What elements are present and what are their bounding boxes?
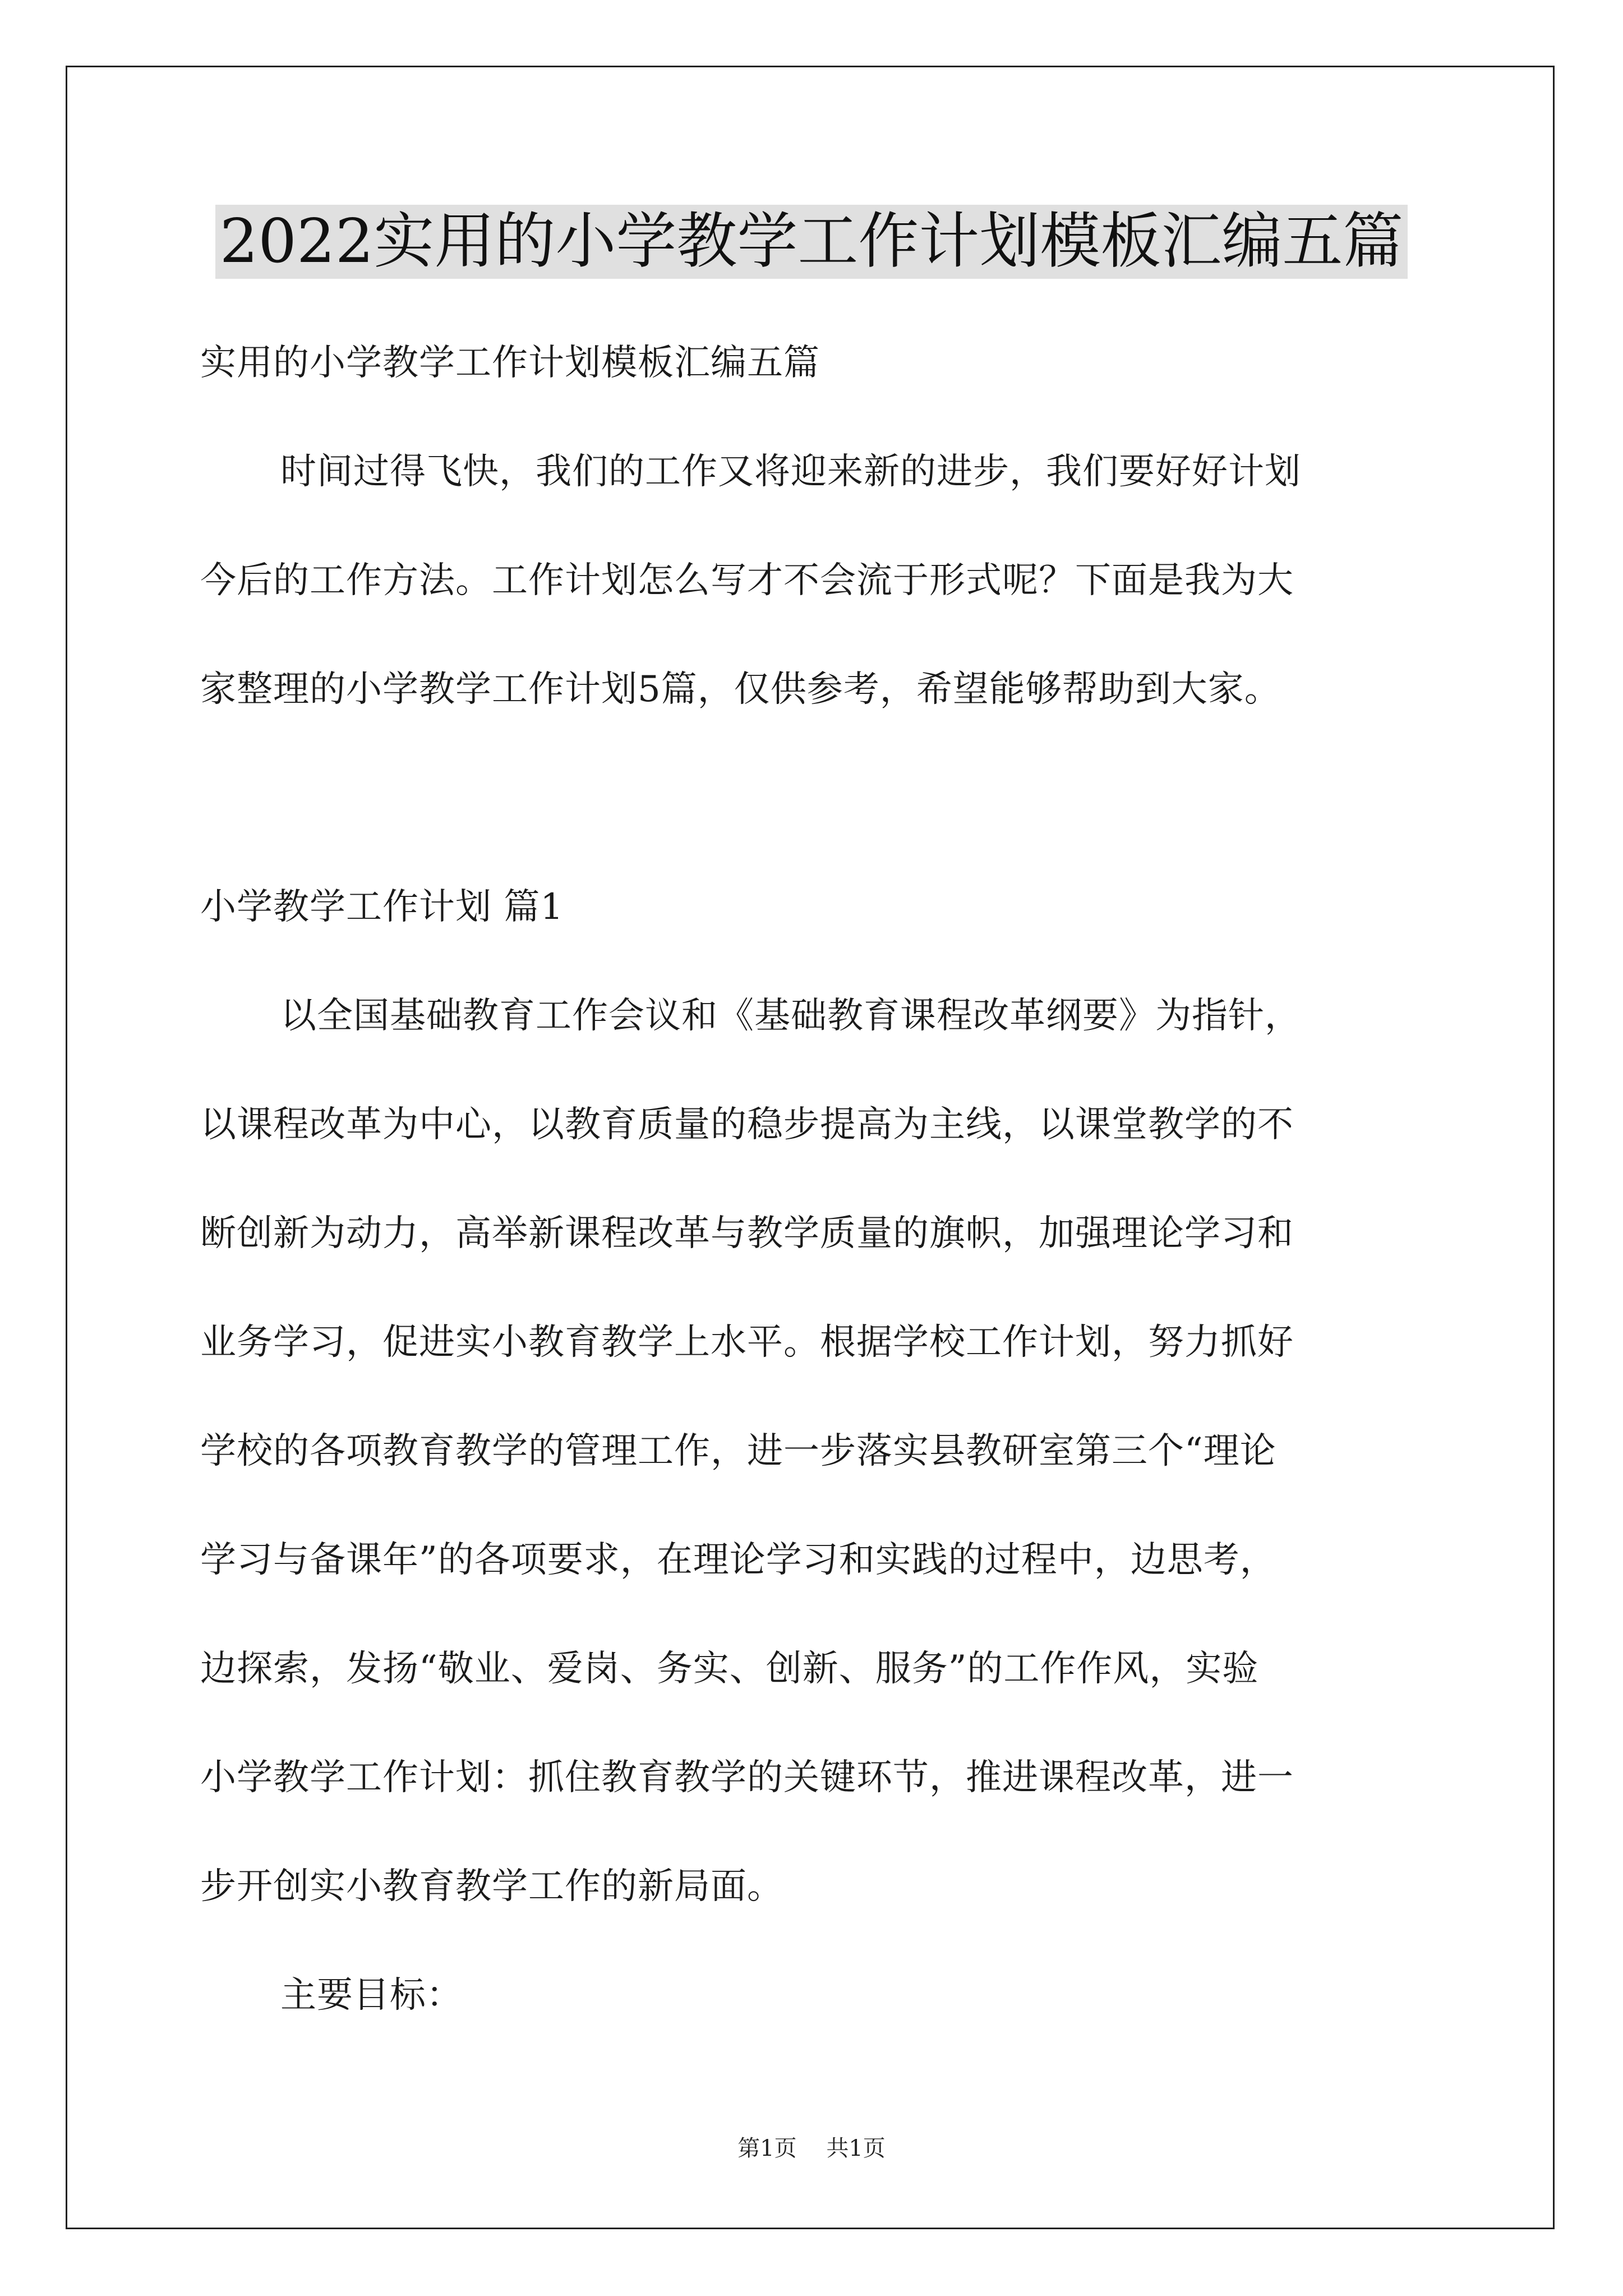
section-line: 业务学习，促进实小教育教学上水平。根据学校工作计划，努力抓好: [200, 1322, 1294, 1363]
intro-line: 今后的工作方法。工作计划怎么写才不会流于形式呢？下面是我为大: [200, 560, 1294, 601]
section-line: 边探索，发扬“敬业、爱岗、务实、创新、服务”的工作作风，实验: [200, 1648, 1259, 1690]
title-container: [0, 205, 1623, 279]
section-line: 以全国基础教育工作会议和《基础教育课程改革纲要》为指针，: [280, 995, 1301, 1037]
document-subtitle: 实用的小学教学工作计划模板汇编五篇: [200, 342, 820, 384]
section-line: 学习与备课年”的各项要求，在理论学习和实践的过程中，边思考，: [200, 1539, 1276, 1581]
intro-line: 家整理的小学教学工作计划5篇，仅供参考，希望能够帮助到大家。: [200, 669, 1281, 710]
document-body: [200, 309, 1437, 2050]
document-title: 2022实用的小学教学工作计划模板汇编五篇: [215, 205, 1408, 279]
section-heading: 小学教学工作计划 篇1: [200, 886, 564, 928]
section-line: 步开创实小教育教学工作的新局面。: [200, 1866, 783, 1907]
page-number-current: 第1页: [737, 2136, 797, 2161]
page-number-total: 共1页: [826, 2136, 886, 2161]
section-line: 小学教学工作计划：抓住教育教学的关键环节，推进课程改革，进一: [200, 1757, 1294, 1798]
goals-label: 主要目标：: [280, 1975, 463, 2016]
section-line: 断创新为动力，高举新课程改革与教学质量的旗帜，加强理论学习和: [200, 1213, 1294, 1254]
paragraph-gap: [200, 744, 1437, 853]
intro-line: 时间过得飞快，我们的工作又将迎来新的进步，我们要好好计划: [280, 451, 1301, 493]
section-line: 学校的各项教育教学的管理工作，进一步落实县教研室第三个“理论: [200, 1430, 1276, 1472]
page-footer: [0, 2132, 1623, 2165]
section-line: 以课程改革为中心，以教育质量的稳步提高为主线，以课堂教学的不: [200, 1104, 1294, 1145]
